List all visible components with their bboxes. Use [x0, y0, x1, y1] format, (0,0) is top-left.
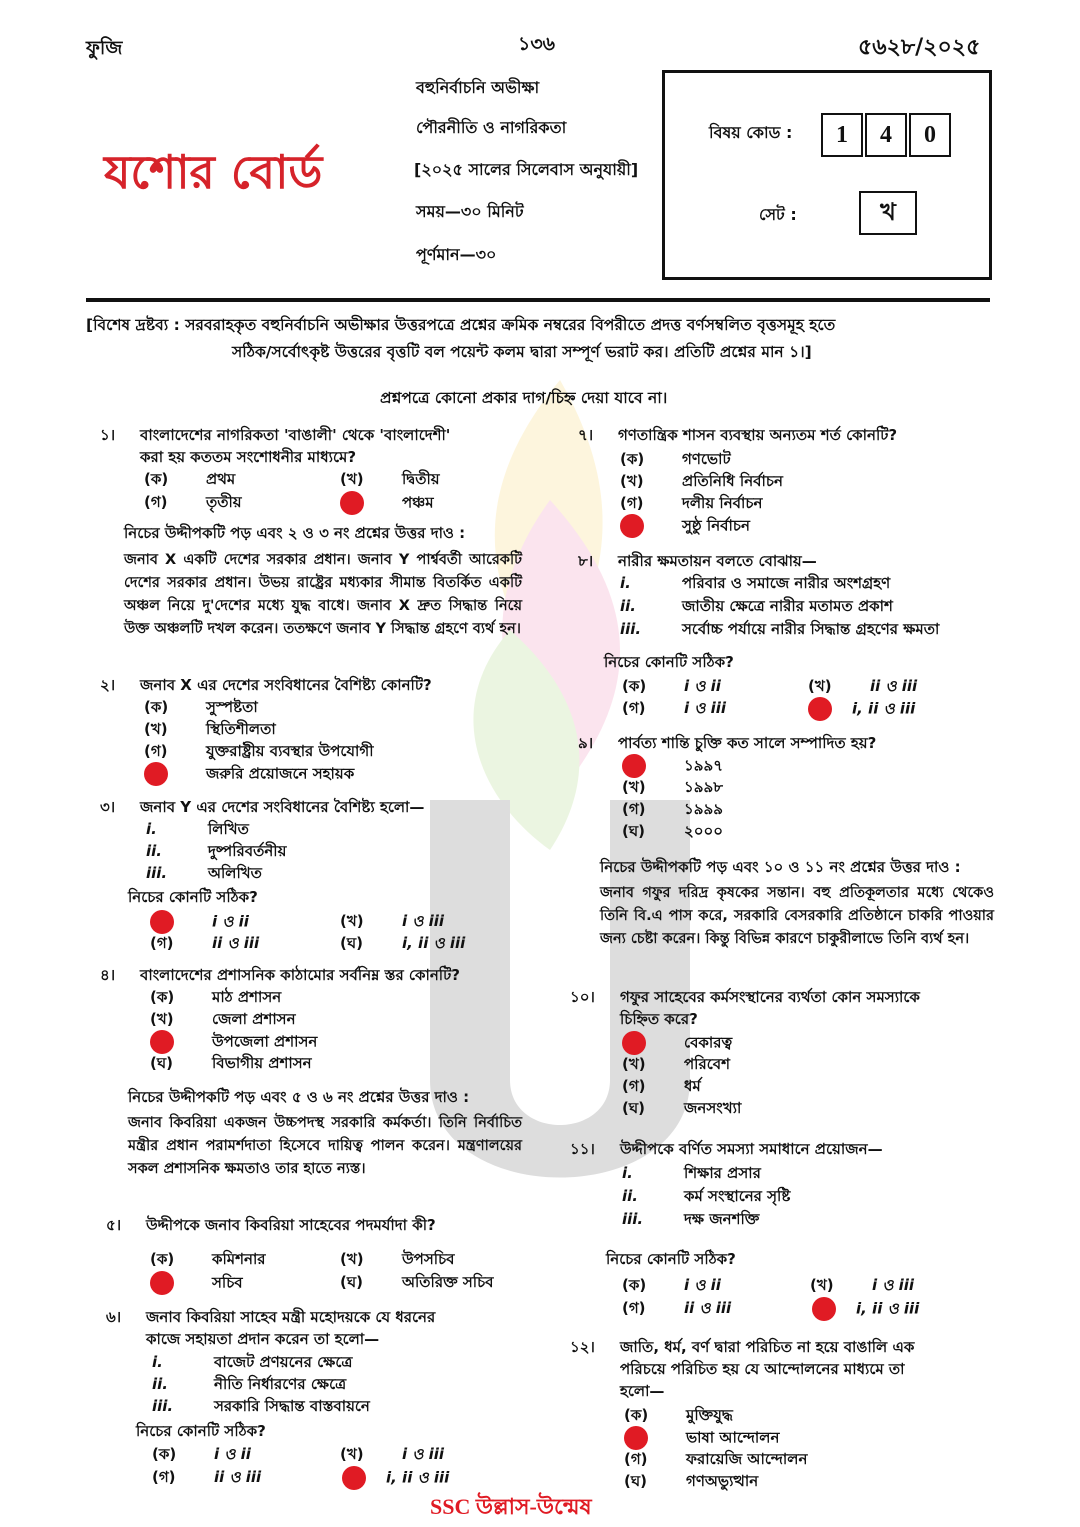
option-kha-answer: ভাষা আন্দোলন: [624, 1426, 779, 1450]
which-correct: নিচের কোনটি সঠিক?: [604, 653, 734, 671]
question-number: ১২।: [570, 1338, 595, 1356]
option-kha: (খ) উপসচিব: [340, 1250, 455, 1268]
option-kha: (খ) i ও iii: [340, 912, 445, 930]
option-gha: (ঘ) জনসংখ্যা: [622, 1099, 742, 1117]
question-number: ৮।: [578, 552, 594, 570]
question-text: বাংলাদেশের নাগরিকতা 'বাঙালী' থেকে 'বাংলাদেশী': [140, 426, 451, 444]
page-number: ১৩৬: [518, 33, 556, 55]
option-kha: (খ) দ্বিতীয়: [340, 470, 440, 488]
answer-dot: [144, 762, 168, 786]
subject-code-digits: [821, 113, 955, 157]
question-text: বাংলাদেশের প্রশাসনিক কাঠামোর সর্বনিম্ন স্তর কোনটি?: [140, 966, 460, 984]
stimulus-3-title: নিচের উদ্দীপকটি পড় এবং ১০ ও ১১ নং প্রশ্নের উত্তর দাও :: [600, 858, 961, 876]
option-ka-answer: i ও ii: [150, 910, 249, 934]
answer-dot: [340, 491, 364, 515]
question-text: চিহ্নিত করে?: [620, 1010, 698, 1028]
question-text: পরিচয়ে পরিচিত হয় যে আন্দোলনের মাধ্যমে তা: [620, 1360, 905, 1378]
answer-dot: [808, 697, 832, 721]
question-number: ৬।: [106, 1308, 122, 1326]
question-text: উদ্দীপকে জনাব কিবরিয়া সাহেবের পদমর্যাদা কী?: [146, 1216, 436, 1234]
option-ka: (ক) গণভোট: [620, 450, 731, 468]
question-2: [100, 674, 530, 696]
subject-code-label: বিষয় কোড :: [709, 123, 793, 142]
option-kha: (খ) পরিবেশ: [622, 1055, 730, 1073]
statement-iii: iii. সরকারি সিদ্ধান্ত বাস্তবায়নে: [152, 1397, 370, 1415]
question-text: গফুর সাহেবের কর্মসংস্থানের ব্যর্থতা কোন সমস্যাকে: [620, 988, 920, 1006]
set-label: সেট :: [759, 205, 797, 224]
question-text: পার্বত্য শান্তি চুক্তি কত সালে সম্পাদিত হয়?: [618, 734, 877, 752]
answer-dot: [622, 1031, 646, 1055]
stimulus-2-title: নিচের উদ্দীপকটি পড় এবং ৫ ও ৬ নং প্রশ্নের উত্তর দাও :: [128, 1088, 470, 1106]
subject-code-box: [662, 70, 992, 280]
code-digit: 0: [909, 113, 951, 157]
option-kha: (খ) স্থিতিশীলতা: [144, 720, 276, 738]
statement-i: i. বাজেট প্রণয়নের ক্ষেত্রে: [152, 1353, 353, 1371]
option-kha: (খ) জেলা প্রশাসন: [150, 1010, 296, 1028]
statement-i: i. শিক্ষার প্রসার: [622, 1164, 761, 1182]
question-text: করা হয় কততম সংশোধনীর মাধ্যমে?: [140, 448, 357, 466]
option-ka: (ক) i ও ii: [152, 1445, 251, 1463]
header-divider: [86, 298, 990, 302]
question-number: ১০।: [570, 988, 595, 1006]
option-ka: (ক) মাঠ প্রশাসন: [150, 988, 282, 1006]
question-text: জনাব Y এর দেশের সংবিধানের বৈশিষ্ট্য হলো—: [140, 798, 425, 816]
statement-ii: ii. জাতীয় ক্ষেত্রে নারীর মতামত প্রকাশ: [620, 597, 893, 615]
instruction-line-1: [বিশেষ দ্রষ্টব্য : সরবরাহকৃত বহুনির্বাচনি অভীক্ষার উত্তরপত্রে প্রশ্নের ক্রমিক নম্বরের বিপরীতে প্রদত্ত বর্ণসম্বলিত বৃত্তসমূহ হতে: [86, 316, 836, 334]
question-10: [570, 986, 990, 1030]
option-kha: (খ) i ও iii: [810, 1276, 915, 1294]
footer-brand: SSC উল্লাস-উন্মেষ: [430, 1494, 592, 1519]
which-correct: নিচের কোনটি সঠিক?: [136, 1422, 266, 1440]
option-kha: (খ) ১৯৯৮: [622, 778, 723, 796]
question-11: [570, 1138, 990, 1160]
option-ka: (ক) কমিশনার: [150, 1250, 266, 1268]
statement-ii: ii. কর্ম সংস্থানের সৃষ্টি: [622, 1187, 791, 1205]
statement-iii: iii. অলিখিত: [146, 864, 262, 882]
option-ga: (গ) যুক্তরাষ্ট্রীয় ব্যবস্থার উপযোগী: [144, 742, 374, 760]
answer-dot: [150, 910, 174, 934]
option-ka: (ক) i ও ii: [622, 677, 721, 695]
option-gha-answer: সুষ্ঠু নির্বাচন: [620, 514, 750, 538]
option-ga: (গ) ফরায়েজি আন্দোলন: [624, 1450, 808, 1468]
subject-name: পৌরনীতি ও নাগরিকতা: [416, 118, 567, 137]
question-8: [578, 550, 988, 572]
code-reference: ৫৬২৮/২০২৫: [858, 35, 981, 60]
question-number: ৩।: [100, 798, 116, 816]
option-ga: (গ) ii ও iii: [152, 1468, 262, 1486]
full-marks: পূর্ণমান—৩০: [416, 245, 497, 264]
question-3: [100, 796, 530, 818]
answer-dot: [624, 1426, 648, 1450]
question-text: কাজে সহায়তা প্রদান করেন তা হলো—: [146, 1330, 380, 1348]
header-left-mark: ফুজি: [86, 37, 123, 59]
exam-time: সময়—৩০ মিনিট: [416, 202, 524, 221]
stimulus-3-text: জনাব গফুর দরিদ্র কৃষকের সন্তান। বহু প্রতিকূলতার মধ্যে থেকেও তিনি বি.এ পাস করে, সরকারি বেসরকারি প্রতিষ্ঠানে চাকরি পাওয়ার জন্য চেষ্টা করেন। কিন্তু বিভিন্ন কারণে চাকুরীলাভে তিনি ব্যর্থ হন।: [600, 885, 994, 947]
answer-dot: [812, 1297, 836, 1321]
question-text: জনাব X এর দেশের সংবিধানের বৈশিষ্ট্য কোনটি?: [140, 676, 432, 694]
answer-dot: [342, 1466, 366, 1490]
question-5: [106, 1214, 536, 1236]
stimulus-2-text: জনাব কিবরিয়া একজন উচ্চপদস্থ সরকারি কর্মকর্তা। তিনি নির্বাচিত মন্ত্রীর প্রধান পরামর্শদাতা হিসেবে দায়িত্ব পালন করেন। মন্ত্রণালয়ের সকল প্রশাসনিক ক্ষমতাও তার হাতে ন্যস্ত।: [128, 1115, 522, 1177]
option-ga: (গ) তৃতীয়: [144, 493, 242, 511]
code-digit: 4: [865, 113, 907, 157]
option-ga: (গ) ১৯৯৯: [622, 800, 723, 818]
instruction-line-2: সঠিক/সর্বোৎকৃষ্ট উত্তরের বৃত্তটি বল পয়েন্ট কলম দ্বারা সম্পূর্ণ ভরাট কর। প্রতিটি প্রশ্নের মান ১।]: [232, 343, 812, 361]
option-gha: (ঘ) অতিরিক্ত সচিব: [340, 1273, 494, 1291]
option-gha: (ঘ) গণঅভ্যুত্থান: [624, 1472, 759, 1490]
statement-i: i. লিখিত: [146, 820, 249, 838]
question-number: ৫।: [106, 1216, 122, 1234]
board-title: যশোর বোর্ড: [104, 145, 323, 199]
question-4: [100, 964, 530, 986]
warning-line: প্রশ্নপত্রে কোনো প্রকার দাগ/চিহ্ন দেয়া যাবে না।: [380, 389, 668, 407]
option-gha: (ঘ) বিভাগীয় প্রশাসন: [150, 1054, 312, 1072]
option-gha: (ঘ) i, ii ও iii: [340, 934, 466, 952]
option-ga: (গ) ধর্ম: [622, 1077, 701, 1095]
question-text: উদ্দীপকে বর্ণিত সমস্যা সমাধানে প্রয়োজন—: [620, 1140, 883, 1158]
question-7: [578, 424, 988, 446]
question-number: ৪।: [100, 966, 116, 984]
statement-ii: ii. দুষ্পরিবর্তনীয়: [146, 842, 287, 860]
set-value: খ: [859, 191, 917, 235]
answer-dot: [622, 754, 646, 778]
question-12: [570, 1336, 990, 1402]
code-digit: 1: [821, 113, 863, 157]
option-ga: (গ) ii ও iii: [150, 934, 260, 952]
question-text: জাতি, ধর্ম, বর্ণ দ্বারা পরিচিত না হয়ে বাঙালি এক: [620, 1338, 915, 1356]
question-text: নারীর ক্ষমতায়ন বলতে বোঝায়—: [618, 552, 817, 570]
which-correct: নিচের কোনটি সঠিক?: [606, 1250, 736, 1268]
option-ka-answer: ১৯৯৭: [622, 754, 723, 778]
option-ga: (গ) দলীয় নির্বাচন: [620, 494, 763, 512]
answer-dot: [150, 1030, 174, 1054]
question-1: [100, 424, 530, 468]
question-number: ১১।: [570, 1140, 595, 1158]
answer-dot: [150, 1271, 174, 1295]
option-gha-answer: জরুরি প্রয়োজনে সহায়ক: [144, 762, 354, 786]
answer-dot: [620, 514, 644, 538]
statement-iii: iii. দক্ষ জনশক্তি: [622, 1210, 760, 1228]
statement-iii: iii. সর্বোচ্চ পর্যায়ে নারীর সিদ্ধান্ত গ্রহণের ক্ষমতা: [620, 620, 940, 638]
option-ga: (গ) i ও iii: [622, 699, 727, 717]
exam-type: বহুনির্বাচনি অভীক্ষা: [416, 78, 540, 97]
question-9: [578, 732, 988, 754]
which-correct: নিচের কোনটি সঠিক?: [128, 888, 258, 906]
option-ka: (ক) i ও ii: [622, 1276, 721, 1294]
option-ga-answer: উপজেলা প্রশাসন: [150, 1030, 317, 1054]
question-number: ২।: [100, 676, 116, 694]
option-kha: (খ) প্রতিনিধি নির্বাচন: [620, 472, 783, 490]
statement-i: i. পরিবার ও সমাজে নারীর অংশগ্রহণ: [620, 574, 891, 592]
option-gha-answer: i, ii ও iii: [342, 1466, 449, 1490]
option-ka: (ক) সুস্পষ্টতা: [144, 698, 258, 716]
statement-ii: ii. নীতি নির্ধারণের ক্ষেত্রে: [152, 1375, 347, 1393]
question-number: ৭।: [578, 426, 594, 444]
option-gha: (ঘ) ২০০০: [622, 822, 724, 840]
option-kha: (খ) ii ও iii: [808, 677, 918, 695]
question-text: জনাব কিবরিয়া সাহেব মন্ত্রী মহোদয়কে যে ধরনের: [146, 1308, 436, 1326]
stimulus-1-text: জনাব X একটি দেশের সরকার প্রধান। জনাব Y পার্শ্ববর্তী আরেকটি দেশের সরকার প্রধান। উভয় রাষ্ট্রের মধ্যকার সীমান্ত বিতর্কিত একটি অঞ্চল নিয়ে দু'দেশের মধ্যে যুদ্ধ বাধে। জনাব X দ্রুত সিদ্ধান্ত নিয়ে উক্ত অঞ্চলটি দখল করেন। ততক্ষণে জনাব Y সিদ্ধান্ত গ্রহণে ব্যর্থ হন।: [124, 552, 522, 637]
question-number: ১।: [100, 426, 116, 444]
option-gha-answer: i, ii ও iii: [808, 697, 915, 721]
question-6: [106, 1306, 536, 1350]
option-ga-answer: সচিব: [150, 1271, 243, 1295]
option-gha-answer: পঞ্চম: [340, 491, 434, 515]
option-ga: (গ) ii ও iii: [622, 1299, 732, 1317]
option-gha-answer: i, ii ও iii: [812, 1297, 919, 1321]
option-kha: (খ) i ও iii: [340, 1445, 445, 1463]
option-ka: (ক) মুক্তিযুদ্ধ: [624, 1406, 733, 1424]
question-number: ৯।: [578, 734, 594, 752]
instruction-note: [86, 312, 990, 366]
question-text: হলো—: [620, 1382, 665, 1400]
stimulus-1-title: নিচের উদ্দীপকটি পড় এবং ২ ও ৩ নং প্রশ্নের উত্তর দাও :: [124, 524, 466, 542]
syllabus-note: [২০২৫ সালের সিলেবাস অনুযায়ী]: [414, 160, 639, 179]
option-ka: (ক) প্রথম: [144, 470, 236, 488]
option-ka-answer: বেকারত্ব: [622, 1031, 732, 1055]
question-text: গণতান্ত্রিক শাসন ব্যবস্থায় অন্যতম শর্ত কোনটি?: [618, 426, 898, 444]
